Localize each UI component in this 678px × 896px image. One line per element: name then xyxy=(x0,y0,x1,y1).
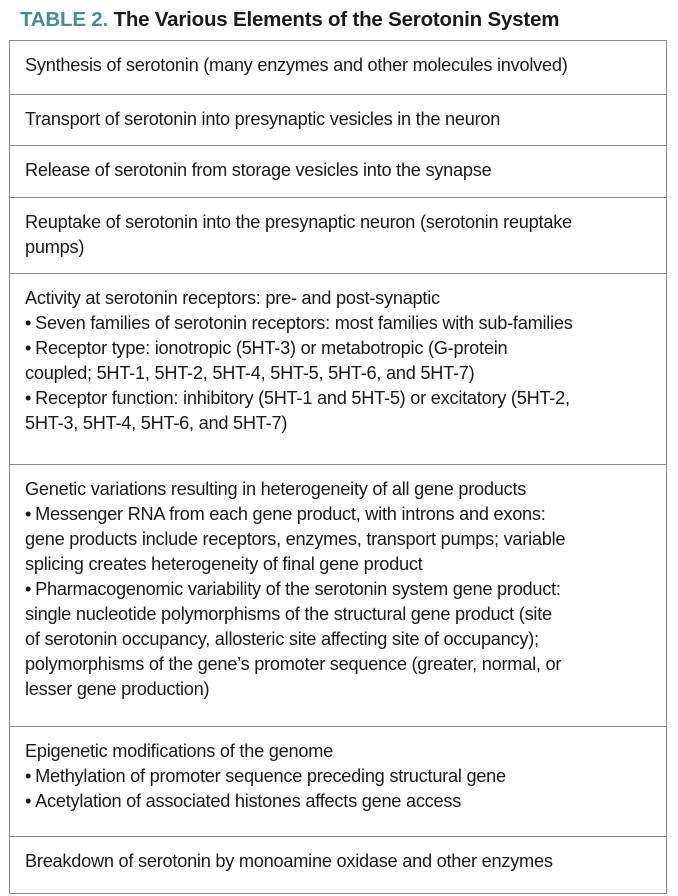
serotonin-elements-table xyxy=(9,40,667,894)
bullet-line: single nucleotide polymorphisms of the structural gene product (site xyxy=(25,604,552,624)
bullet-item xyxy=(25,789,652,814)
table-row xyxy=(10,273,666,464)
bullet-dot-icon: • xyxy=(25,766,32,786)
bullet-line: gene products include receptors, enzymes, transport pumps; variable xyxy=(25,529,566,549)
row-heading-line: Reuptake of serotonin into the presynaptic neuron (serotonin reuptake xyxy=(25,212,572,232)
bullet-line xyxy=(25,577,652,602)
bullet-item xyxy=(25,311,652,336)
bullet-item xyxy=(25,336,652,386)
bullet-dot-icon: • xyxy=(25,338,32,358)
bullet-dot-icon: • xyxy=(25,791,32,811)
row-heading-line: Epigenetic modifications of the genome xyxy=(25,741,333,761)
bullet-text: Receptor type: ionotropic (5HT-3) or metabotropic (G-protein xyxy=(35,338,508,358)
table-row xyxy=(10,145,666,197)
table-number: TABLE 2. xyxy=(20,8,108,31)
bullet-text: Seven families of serotonin receptors: most families with sub-families xyxy=(35,313,573,333)
table-row xyxy=(10,41,666,94)
bullet-text: Messenger RNA from each gene product, with introns and exons: xyxy=(35,504,546,524)
bullet-dot-icon: • xyxy=(25,388,32,408)
bullet-line: splicing creates heterogeneity of final gene product xyxy=(25,554,423,574)
row-heading-line: Breakdown of serotonin by monoamine oxidase and other enzymes xyxy=(25,851,553,871)
bullet-text: Pharmacogenomic variability of the serotonin system gene product: xyxy=(35,579,561,599)
bullet-item xyxy=(25,386,652,436)
bullet-line: polymorphisms of the gene’s promoter sequence (greater, normal, or xyxy=(25,654,562,674)
bullet-line xyxy=(25,386,652,411)
bullet-item xyxy=(25,577,652,702)
bullet-line: 5HT-3, 5HT-4, 5HT-6, and 5HT-7) xyxy=(25,413,288,433)
table-title xyxy=(20,6,559,34)
row-heading-line: Release of serotonin from storage vesicles into the synapse xyxy=(25,160,492,180)
row-heading-line: Transport of serotonin into presynaptic vesicles in the neuron xyxy=(25,109,501,129)
bullet-line: of serotonin occupancy, allosteric site affecting site of occupancy); xyxy=(25,629,539,649)
row-heading-line: Genetic variations resulting in heterogeneity of all gene products xyxy=(25,479,527,499)
bullet-line: lesser gene production) xyxy=(25,679,210,699)
bullet-line: coupled; 5HT-1, 5HT-2, 5HT-4, 5HT-5, 5HT-6, and 5HT-7) xyxy=(25,363,475,383)
table-row xyxy=(10,836,666,893)
bullet-line xyxy=(25,502,652,527)
table-row xyxy=(10,464,666,726)
row-heading-line: pumps) xyxy=(25,237,85,257)
bullet-item xyxy=(25,502,652,577)
table-row xyxy=(10,94,666,145)
bullet-line xyxy=(25,764,652,789)
row-heading-line: Activity at serotonin receptors: pre- and post-synaptic xyxy=(25,288,440,308)
bullet-dot-icon: • xyxy=(25,579,32,599)
bullet-line xyxy=(25,311,652,336)
bullet-text: Acetylation of associated histones affects gene access xyxy=(35,791,462,811)
bullet-line xyxy=(25,336,652,361)
bullet-dot-icon: • xyxy=(25,313,32,333)
bullet-text: Receptor function: inhibitory (5HT-1 and 5HT-5) or excitatory (5HT-2, xyxy=(35,388,570,408)
table-row xyxy=(10,197,666,273)
table-row xyxy=(10,726,666,836)
bullet-line xyxy=(25,789,652,814)
row-heading-line: Synthesis of serotonin (many enzymes and other molecules involved) xyxy=(25,55,568,75)
bullet-item xyxy=(25,764,652,789)
bullet-dot-icon: • xyxy=(25,504,32,524)
table-caption: The Various Elements of the Serotonin System xyxy=(113,8,560,31)
bullet-text: Methylation of promoter sequence preceding structural gene xyxy=(35,766,506,786)
